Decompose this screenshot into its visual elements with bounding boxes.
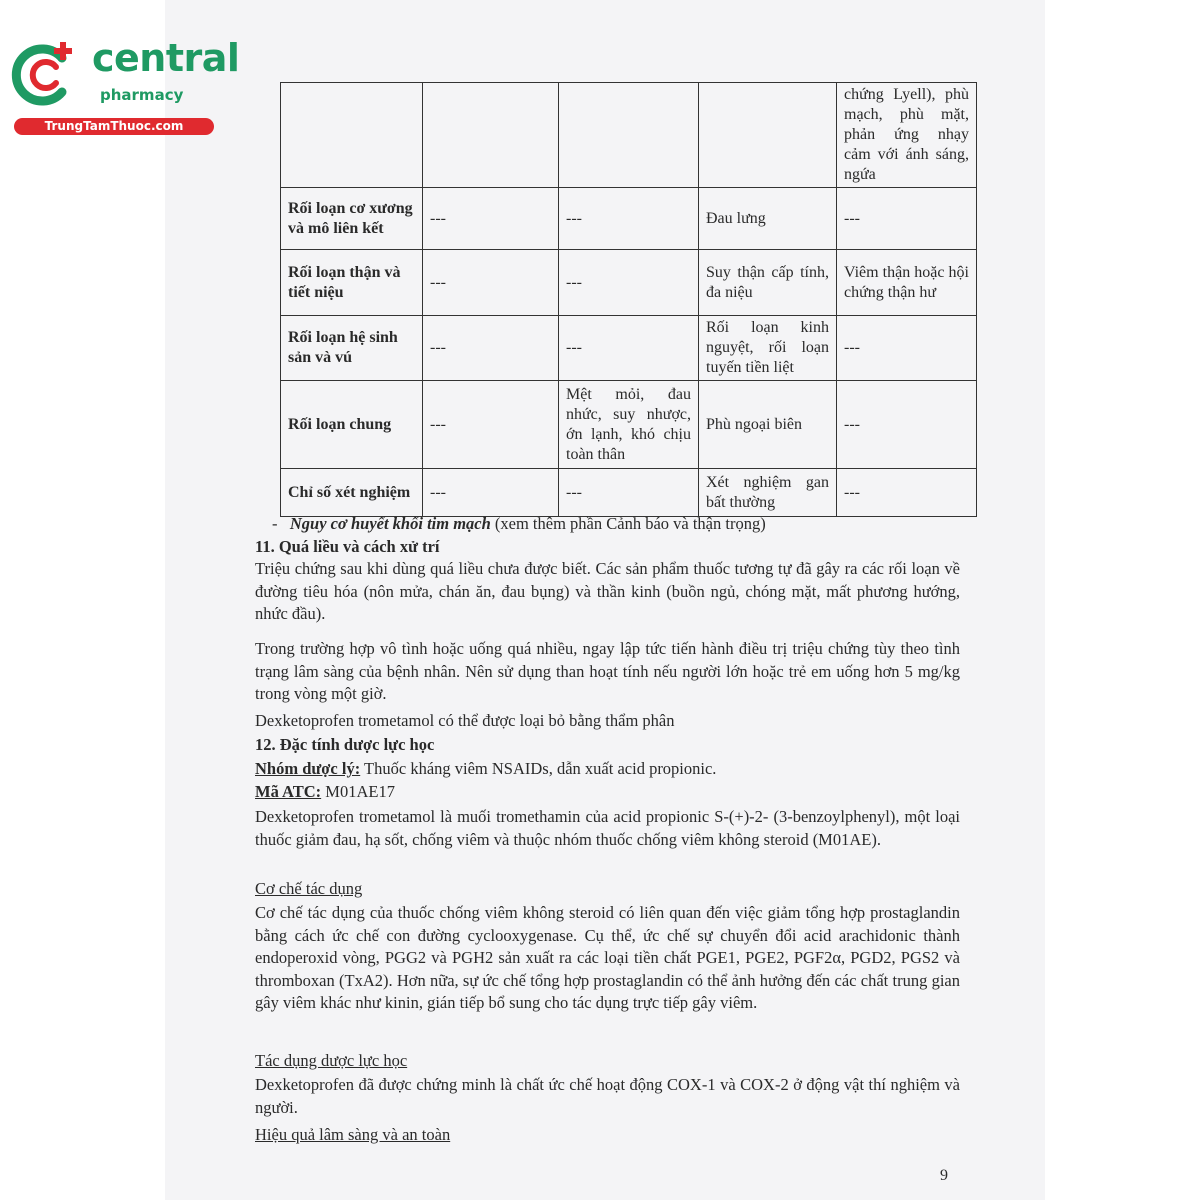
group-value: Thuốc kháng viêm NSAIDs, dẫn xuất acid propionic.	[360, 759, 717, 778]
group-label: Nhóm dược lý:	[255, 759, 361, 778]
pharmacy-cross-logo-icon	[10, 40, 80, 110]
table-cell	[281, 83, 423, 188]
table-cell: Rối loạn kinh nguyệt, rối loạn tuyến tiền liệt	[699, 316, 837, 381]
table-cell: ---	[837, 188, 977, 250]
table-cell: ---	[559, 188, 699, 250]
table-row	[281, 469, 977, 517]
table-cell: ---	[423, 316, 559, 381]
atc-label: Mã ATC:	[255, 782, 322, 801]
table-cell: ---	[559, 250, 699, 316]
adverse-effects-table	[280, 82, 977, 517]
table-cell	[423, 83, 559, 188]
table-cell: Rối loạn hệ sinh sản và vú	[281, 316, 423, 381]
section-12-paragraph-1: Dexketoprofen trometamol là muối tromethamin của acid propionic S-(+)-2- (3-benzoylphenyl), một loại thuốc giảm đau, hạ sốt, chống viêm và thuộc nhóm thuốc chống viêm không steroid (M01AE).	[255, 807, 960, 849]
table-cell	[699, 83, 837, 188]
pharmacodynamic-text: Dexketoprofen đã được chứng minh là chất ức chế hoạt động COX-1 và COX-2 ở động vật thí nghiệm và người.	[255, 1075, 960, 1117]
table-cell: Suy thận cấp tính, đa niệu	[699, 250, 837, 316]
logo-url-badge[interactable]: TrungTamThuoc.com	[14, 118, 214, 135]
note-dash: -	[272, 514, 278, 533]
table-cell: chứng Lyell), phù mạch, phù mặt, phản ứng nhạy cảm với ánh sáng, ngứa	[837, 83, 977, 188]
table-cell: Viêm thận hoặc hội chứng thận hư	[837, 250, 977, 316]
table-cell	[559, 83, 699, 188]
section-11-paragraph-3: Dexketoprofen trometamol có thể được loại bỏ bằng thẩm phân	[255, 711, 675, 730]
table-cell: Chỉ số xét nghiệm	[281, 469, 423, 517]
central-pharmacy-logo[interactable]	[10, 36, 240, 138]
table-cell: ---	[423, 188, 559, 250]
table-cell: Rối loạn chung	[281, 381, 423, 469]
table-cell: Phù ngoại biên	[699, 381, 837, 469]
table-row	[281, 188, 977, 250]
note-title: Nguy cơ huyết khối tim mạch	[289, 514, 491, 533]
table-cell: ---	[559, 469, 699, 517]
table-cell: Mệt mỏi, đau nhức, suy nhược, ớn lạnh, khó chịu toàn thân	[559, 381, 699, 469]
clinical-efficacy-heading: Hiệu quả lâm sàng và an toàn	[255, 1125, 451, 1144]
note-rest: (xem thêm phần Cảnh báo và thận trọng)	[490, 514, 766, 533]
table-cell: ---	[559, 316, 699, 381]
table-row	[281, 250, 977, 316]
table-cell: ---	[423, 250, 559, 316]
page-number: 9	[940, 1167, 948, 1184]
atc-value: M01AE17	[321, 782, 395, 801]
table-cell: ---	[837, 469, 977, 517]
table-cell: Rối loạn cơ xương và mô liên kết	[281, 188, 423, 250]
section-11-heading: 11. Quá liều và cách xử trí	[255, 537, 440, 556]
table-cell: Đau lưng	[699, 188, 837, 250]
table-cell: Rối loạn thận và tiết niệu	[281, 250, 423, 316]
logo-sub-text: pharmacy	[100, 86, 184, 104]
table-row	[281, 381, 977, 469]
pharmacologic-group	[255, 758, 960, 781]
table-cell: Xét nghiệm gan bất thường	[699, 469, 837, 517]
mechanism-heading: Cơ chế tác dụng	[255, 879, 363, 898]
section-11-paragraph-2: Trong trường hợp vô tình hoặc uống quá nhiều, ngay lập tức tiến hành điều trị triệu chứng tùy theo tình trạng lâm sàng của bệnh nhân. Nên sử dụng than hoạt tính nếu người lớn hoặc trẻ em uống hơn 5 mg/kg trong vòng một giờ.	[255, 639, 960, 703]
pharmacodynamic-heading: Tác dụng dược lực học	[255, 1051, 408, 1070]
thrombosis-note	[272, 513, 977, 536]
table-cell: ---	[423, 381, 559, 469]
table-row	[281, 83, 977, 188]
table-cell: ---	[837, 316, 977, 381]
atc-code	[255, 781, 960, 804]
logo-brand-text: central	[92, 36, 240, 80]
table-cell: ---	[837, 381, 977, 469]
table-row	[281, 316, 977, 381]
mechanism-text: Cơ chế tác dụng của thuốc chống viêm không steroid có liên quan đến việc giảm tổng hợp prostaglandin bằng cách ức chế con đường cyclooxygenase. Cụ thể, ức chế sự chuyển đổi acid arachidonic thành endoperoxid vòng, PGG2 và PGH2 sản xuất ra các loại tiền chất PGE1, PGE2, PGF2α, PGD2, PGS2 và thromboxan (TxA2). Hơn nữa, sự ức chế tổng hợp prostaglandin có thể ảnh hưởng đến các chất trung gian gây viêm khác như kinin, gián tiếp bổ sung cho tác dụng trực tiếp gây viêm.	[255, 903, 960, 1012]
table-cell: ---	[423, 469, 559, 517]
section-11-paragraph-1: Triệu chứng sau khi dùng quá liều chưa được biết. Các sản phẩm thuốc tương tự đã gây ra các rối loạn về đường tiêu hóa (nôn mửa, chán ăn, đau bụng) và thần kinh (buồn ngủ, chóng mặt, mất phương hướng, nhức đầu).	[255, 559, 960, 623]
section-12-heading: 12. Đặc tính dược lực học	[255, 735, 435, 754]
